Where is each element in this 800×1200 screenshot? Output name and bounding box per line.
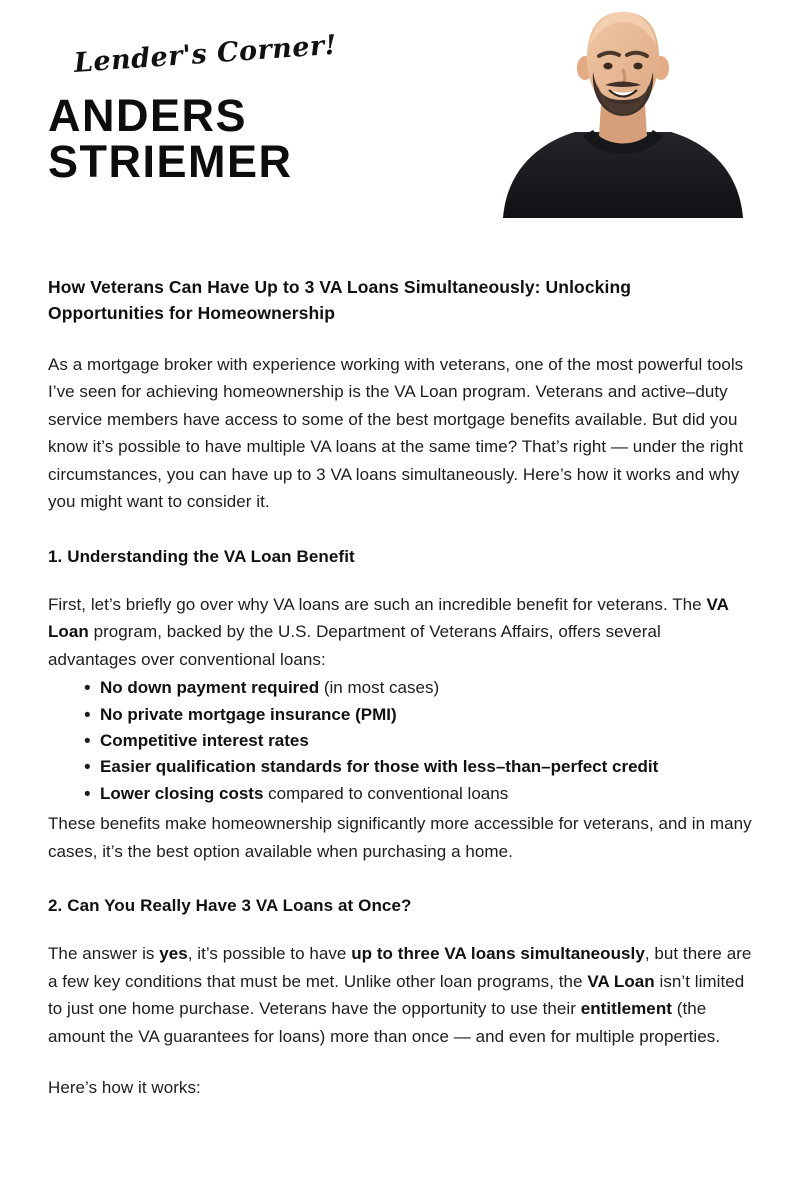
benefit-bold: Lower closing costs (100, 783, 264, 803)
s2-bold-three-loans: up to three VA loans simultaneously (351, 944, 645, 964)
section-1-heading: 1. Understanding the VA Loan Benefit (48, 546, 355, 566)
portrait-photo (497, 0, 749, 218)
s1-text-a: First, let’s briefly go over why VA loans are such an incredible benefit for veterans. The (48, 594, 707, 614)
benefits-list (48, 675, 752, 807)
header-text-block (48, 29, 468, 187)
s2-text-d: isn’t limited to just one home purchase. Veterans have the opportunity to use their (48, 971, 745, 1019)
portrait-illustration (497, 0, 749, 218)
benefit-bold: No private mortgage insurance (PMI) (100, 704, 397, 724)
s1-bold-va-loan: VA Loan (48, 594, 729, 642)
benefit-bold: Competitive interest rates (100, 730, 309, 750)
broker-name-line1: ANDERS (48, 90, 248, 141)
s2-text-a: The answer is (48, 944, 160, 964)
article-title: How Veterans Can Have Up to 3 VA Loans Simultaneously: Unlocking Opportunities for Homeownership (48, 277, 632, 324)
benefit-bold: No down payment required (100, 678, 320, 698)
section-2-paragraph (48, 940, 752, 1050)
s2-text-e: (the amount the VA guarantees for loans) more than once — and even for multiple properties. (48, 999, 721, 1046)
s2-bold-entitlement: entitlement (580, 999, 672, 1019)
article-body (0, 274, 800, 1102)
benefit-rest: (in most cases) (319, 678, 440, 698)
lenders-corner-title: Lender's Corner! (72, 29, 339, 79)
broker-name (48, 90, 468, 187)
list-item (84, 702, 752, 728)
s2-bold-yes: yes (159, 944, 188, 964)
s2-text-b: , it’s possible to have (187, 944, 352, 964)
benefit-rest: compared to conventional loans (263, 783, 509, 803)
s2-bold-va-loan: VA Loan (587, 971, 655, 991)
broker-name-line2: STRIEMER (48, 135, 293, 187)
benefit-bold: Easier qualification standards for those with less–than–perfect credit (100, 757, 659, 777)
s1-text-b: program, backed by the U.S. Department of Veterans Affairs, offers several advantages over conventional loans: (48, 622, 661, 669)
list-item (84, 675, 752, 701)
s2-text-c: , but there are a few key conditions that must be met. Unlike other loan programs, the (48, 944, 752, 991)
newsletter-header (0, 0, 800, 222)
section-2-lead-in: Here’s how it works: (48, 1078, 201, 1098)
list-item (84, 728, 752, 754)
section-1-paragraph (48, 591, 752, 674)
list-item (84, 754, 752, 780)
list-item (84, 781, 752, 807)
section-2-heading: 2. Can You Really Have 3 VA Loans at Once? (48, 896, 412, 916)
intro-paragraph: As a mortgage broker with experience working with veterans, one of the most powerful tools I’ve seen for achieving homeownership is the VA Loan program. Veterans and active–duty service members have access to some of the best mortgage benefits available. But did you know it’s possible to have multiple VA loans at the same time? That’s right — under the right circumstances, you can have up to 3 VA loans simultaneously. Here’s how it works and why you might want to consider it. (48, 354, 744, 512)
section-1-closing: These benefits make homeownership significantly more accessible for veterans, and in many cases, it’s the best option available when purchasing a home. (48, 814, 752, 861)
